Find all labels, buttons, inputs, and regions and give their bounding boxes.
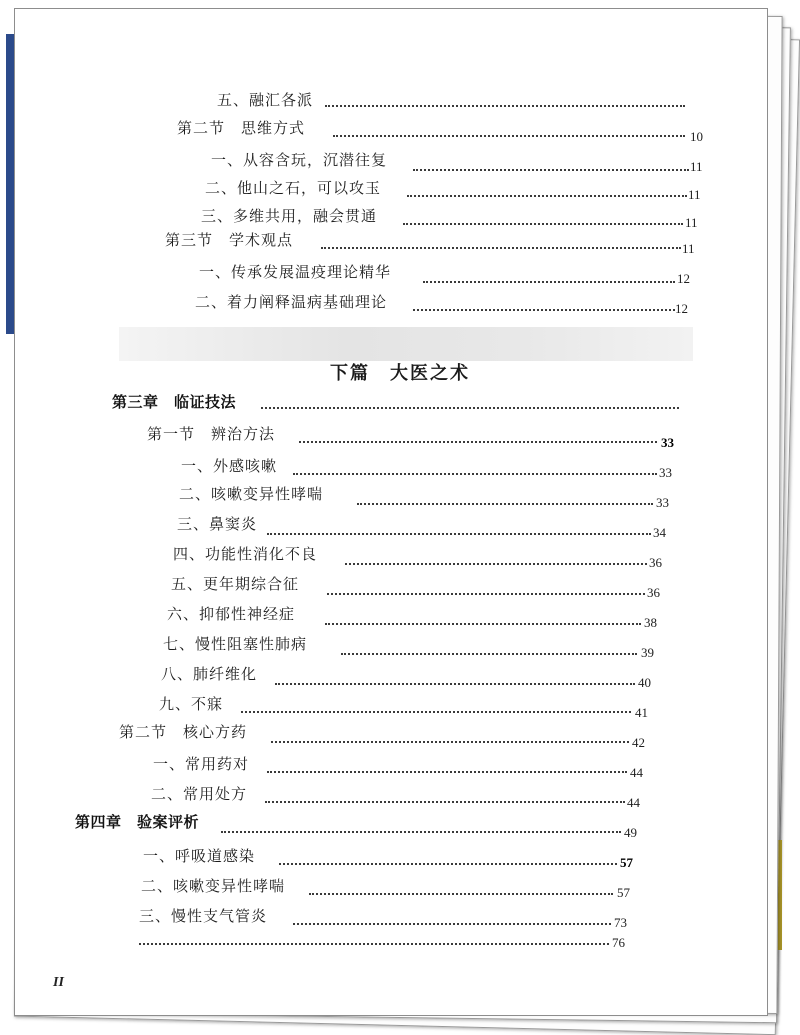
part-title-band — [119, 327, 693, 361]
toc-page-number: 39 — [641, 645, 654, 660]
dot-leader — [325, 623, 641, 625]
dot-leader — [241, 711, 631, 713]
toc-entry-text: 第二节 思维方式 — [177, 119, 306, 137]
toc-page-number: 33 — [661, 435, 674, 450]
dot-leader — [261, 407, 679, 409]
toc-page-number: 34 — [653, 525, 666, 540]
page-folio: II — [53, 975, 64, 990]
toc-entry-text: 二、咳嗽变异性哮喘 — [179, 485, 324, 503]
toc-entry-text: 四、功能性消化不良 — [173, 545, 318, 563]
dot-leader — [423, 281, 675, 283]
toc-page-number: 11 — [690, 159, 703, 174]
toc-entry-text: 三、慢性支气管炎 — [139, 907, 268, 925]
toc-entry-text: 一、常用药对 — [153, 755, 250, 773]
toc-chapter-text: 第四章 验案评析 — [75, 813, 200, 831]
toc-entry-text: 第二节 核心方药 — [119, 723, 248, 741]
dot-leader — [221, 831, 621, 833]
toc-page-number: 10 — [690, 129, 703, 144]
toc-entry-text: 二、着力阐释温病基础理论 — [195, 293, 388, 311]
toc-page-number: 36 — [647, 585, 660, 600]
toc-page-number: 41 — [635, 705, 648, 720]
toc-page-number: 11 — [688, 187, 701, 202]
toc-entry-text: 九、不寐 — [159, 695, 224, 713]
toc-page-number: 38 — [644, 615, 657, 630]
toc-entry-text: 一、从容含玩，沉潜往复 — [211, 151, 388, 169]
toc-page-number: 73 — [614, 915, 627, 930]
toc-page-number: 33 — [656, 495, 669, 510]
dot-leader — [341, 653, 637, 655]
toc-page-number: 49 — [624, 825, 637, 840]
dot-leader — [333, 135, 685, 137]
dot-leader — [293, 473, 657, 475]
toc-page-number: 12 — [675, 301, 688, 316]
toc-page-number: 57 — [620, 855, 633, 870]
dot-leader — [267, 533, 651, 535]
dot-leader — [299, 441, 657, 443]
toc-entry-text: 二、他山之石，可以攻玉 — [205, 179, 382, 197]
dot-leader — [357, 503, 653, 505]
toc-entry-text: 一、呼吸道感染 — [143, 847, 256, 865]
toc-page-number: 11 — [685, 215, 698, 230]
dot-leader — [293, 923, 611, 925]
toc-entry-text: 一、传承发展温疫理论精华 — [199, 263, 392, 281]
toc-page-number: 57 — [617, 885, 630, 900]
toc-page-number: 12 — [677, 271, 690, 286]
dot-leader — [345, 563, 647, 565]
toc-entry-text: 五、更年期综合征 — [171, 575, 300, 593]
toc-page-number: 40 — [638, 675, 651, 690]
dot-leader — [321, 247, 681, 249]
part-title: 下篇 大医之术 — [330, 363, 470, 384]
toc-entry-text: 二、常用处方 — [151, 785, 248, 803]
dot-leader — [279, 863, 617, 865]
toc-entry-text: 第三节 学术观点 — [165, 231, 294, 249]
dot-leader — [271, 741, 629, 743]
toc-entry-text: 二、咳嗽变异性哮喘 — [141, 877, 286, 895]
toc-entry-text: 一、外感咳嗽 — [181, 457, 278, 475]
toc-entry-text: 三、鼻窦炎 — [177, 515, 258, 533]
toc-chapter-text: 第三章 临证技法 — [112, 393, 237, 411]
toc-page-number: 44 — [627, 795, 640, 810]
dot-leader — [265, 801, 625, 803]
dot-leader — [267, 771, 627, 773]
toc-entry-text: 七、慢性阻塞性肺病 — [163, 635, 308, 653]
toc-page-number: 11 — [682, 241, 695, 256]
dot-leader — [309, 893, 613, 895]
toc-entry-text: 第一节 辨治方法 — [147, 425, 276, 443]
toc-page-number: 36 — [649, 555, 662, 570]
dot-leader — [407, 195, 687, 197]
dot-leader — [403, 223, 683, 225]
dot-leader — [139, 943, 609, 945]
toc-entry-text: 八、肺纤维化 — [161, 665, 258, 683]
dot-leader — [413, 309, 675, 311]
toc-entry-text: 五、融汇各派 — [217, 91, 314, 109]
toc-page-number: 76 — [612, 935, 625, 950]
dot-leader — [327, 593, 645, 595]
dot-leader — [275, 683, 635, 685]
dot-leader — [325, 105, 685, 107]
toc-page — [14, 8, 768, 1016]
dot-leader — [413, 169, 689, 171]
toc-page-number: 42 — [632, 735, 645, 750]
toc-entry-text: 三、多维共用，融会贯通 — [201, 207, 378, 225]
toc-entry-text: 六、抑郁性神经症 — [167, 605, 296, 623]
toc-page-number: 33 — [659, 465, 672, 480]
toc-page-number: 44 — [630, 765, 643, 780]
